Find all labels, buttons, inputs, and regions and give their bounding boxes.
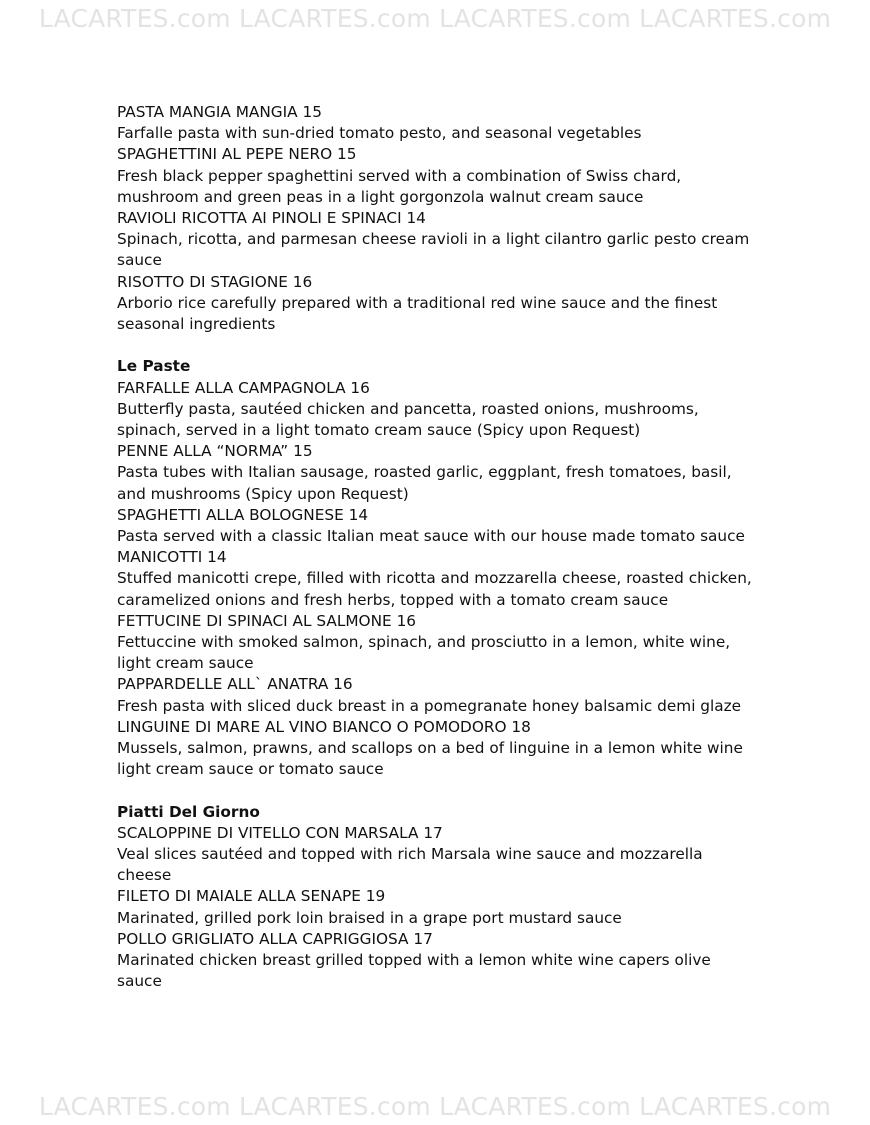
menu-item-title: FETTUCINE DI SPINACI AL SALMONE 16: [117, 611, 417, 630]
menu-item-description: Veal slices sautéed and topped with rich Marsala wine sauce and mozzarella cheese: [117, 845, 703, 885]
menu-item: [117, 674, 757, 716]
menu-item-description: Pasta tubes with Italian sausage, roasted garlic, eggplant, fresh tomatoes, basil, and mushrooms (Spicy upon Request): [117, 463, 732, 503]
section-pasta-specials: [117, 102, 757, 335]
menu-item-description: Butterfly pasta, sautéed chicken and pancetta, roasted onions, mushrooms, spinach, served in a light tomato cream sauce (Spicy upon Request): [117, 399, 699, 440]
menu-item-description: Arborio rice carefully prepared with a traditional red wine sauce and the finest seasonal ingredients: [117, 293, 718, 334]
menu-item: [117, 144, 757, 208]
menu-item: [117, 378, 757, 442]
menu-item: [117, 208, 757, 272]
watermark-top: LACARTES.com LACARTES.com LACARTES.com LACARTES.com: [38, 4, 832, 33]
menu-item-description: Fresh black pepper spaghettini served with a combination of Swiss chard, mushroom and green peas in a light gorgonzola walnut cream sauce: [117, 166, 682, 206]
section-heading: Le Paste: [117, 357, 191, 376]
menu-item-title: RAVIOLI RICOTTA AI PINOLI E SPINACI 14: [117, 209, 426, 228]
menu-item-title: FILETO DI MAIALE ALLA SENAPE 19: [117, 887, 386, 906]
section-le-paste: [117, 356, 757, 780]
menu-content: [117, 102, 757, 993]
menu-item-description: Stuffed manicotti crepe, filled with ricotta and mozzarella cheese, roasted chicken, caramelized onions and fresh herbs, topped with a tomato cream sauce: [117, 569, 752, 609]
menu-item-title: PENNE ALLA “NORMA” 15: [117, 442, 313, 461]
menu-item-title: LINGUINE DI MARE AL VINO BIANCO O POMODORO 18: [117, 717, 531, 736]
menu-item-title: PAPPARDELLE ALL` ANATRA 16: [117, 675, 353, 694]
menu-item: [117, 717, 757, 781]
menu-item: [117, 272, 757, 336]
watermark-bottom: LACARTES.com LACARTES.com LACARTES.com LACARTES.com: [38, 1092, 832, 1121]
menu-item-description: Pasta served with a classic Italian meat sauce with our house made tomato sauce: [117, 527, 745, 546]
menu-item-description: Spinach, ricotta, and parmesan cheese ravioli in a light cilantro garlic pesto cream sauce: [117, 230, 750, 270]
menu-item: [117, 611, 757, 675]
menu-item: [117, 547, 757, 611]
menu-item-description: Marinated chicken breast grilled topped with a lemon white wine capers olive sauce: [117, 951, 711, 991]
menu-item-description: Fettuccine with smoked salmon, spinach, and prosciutto in a lemon, white wine, light cream sauce: [117, 633, 731, 673]
menu-item-title: POLLO GRIGLIATO ALLA CAPRIGGIOSA 17: [117, 929, 433, 948]
menu-item-description: Fresh pasta with sliced duck breast in a pomegranate honey balsamic demi glaze: [117, 696, 742, 715]
menu-item: [117, 102, 757, 144]
menu-item-title: SPAGHETTI ALLA BOLOGNESE 14: [117, 505, 369, 524]
menu-item-description: Farfalle pasta with sun-dried tomato pesto, and seasonal vegetables: [117, 124, 642, 143]
section-heading: Piatti Del Giorno: [117, 802, 260, 821]
menu-item-title: SPAGHETTINI AL PEPE NERO 15: [117, 145, 357, 164]
menu-item-title: FARFALLE ALLA CAMPAGNOLA 16: [117, 378, 370, 397]
menu-item: [117, 823, 757, 887]
menu-item: [117, 505, 757, 547]
menu-item-title: MANICOTTI 14: [117, 548, 227, 567]
menu-item-title: PASTA MANGIA MANGIA 15: [117, 103, 322, 121]
menu-item: [117, 441, 757, 505]
menu-item: [117, 886, 757, 928]
menu-item-title: RISOTTO DI STAGIONE 16: [117, 272, 313, 291]
menu-item-description: Marinated, grilled pork loin braised in a grape port mustard sauce: [117, 908, 622, 927]
section-piatti-del-giorno: [117, 802, 757, 993]
menu-item-description: Mussels, salmon, prawns, and scallops on a bed of linguine in a lemon white wine light cream sauce or tomato sauce: [117, 739, 743, 779]
menu-item-title: SCALOPPINE DI VITELLO CON MARSALA 17: [117, 823, 443, 842]
menu-item: [117, 929, 757, 993]
